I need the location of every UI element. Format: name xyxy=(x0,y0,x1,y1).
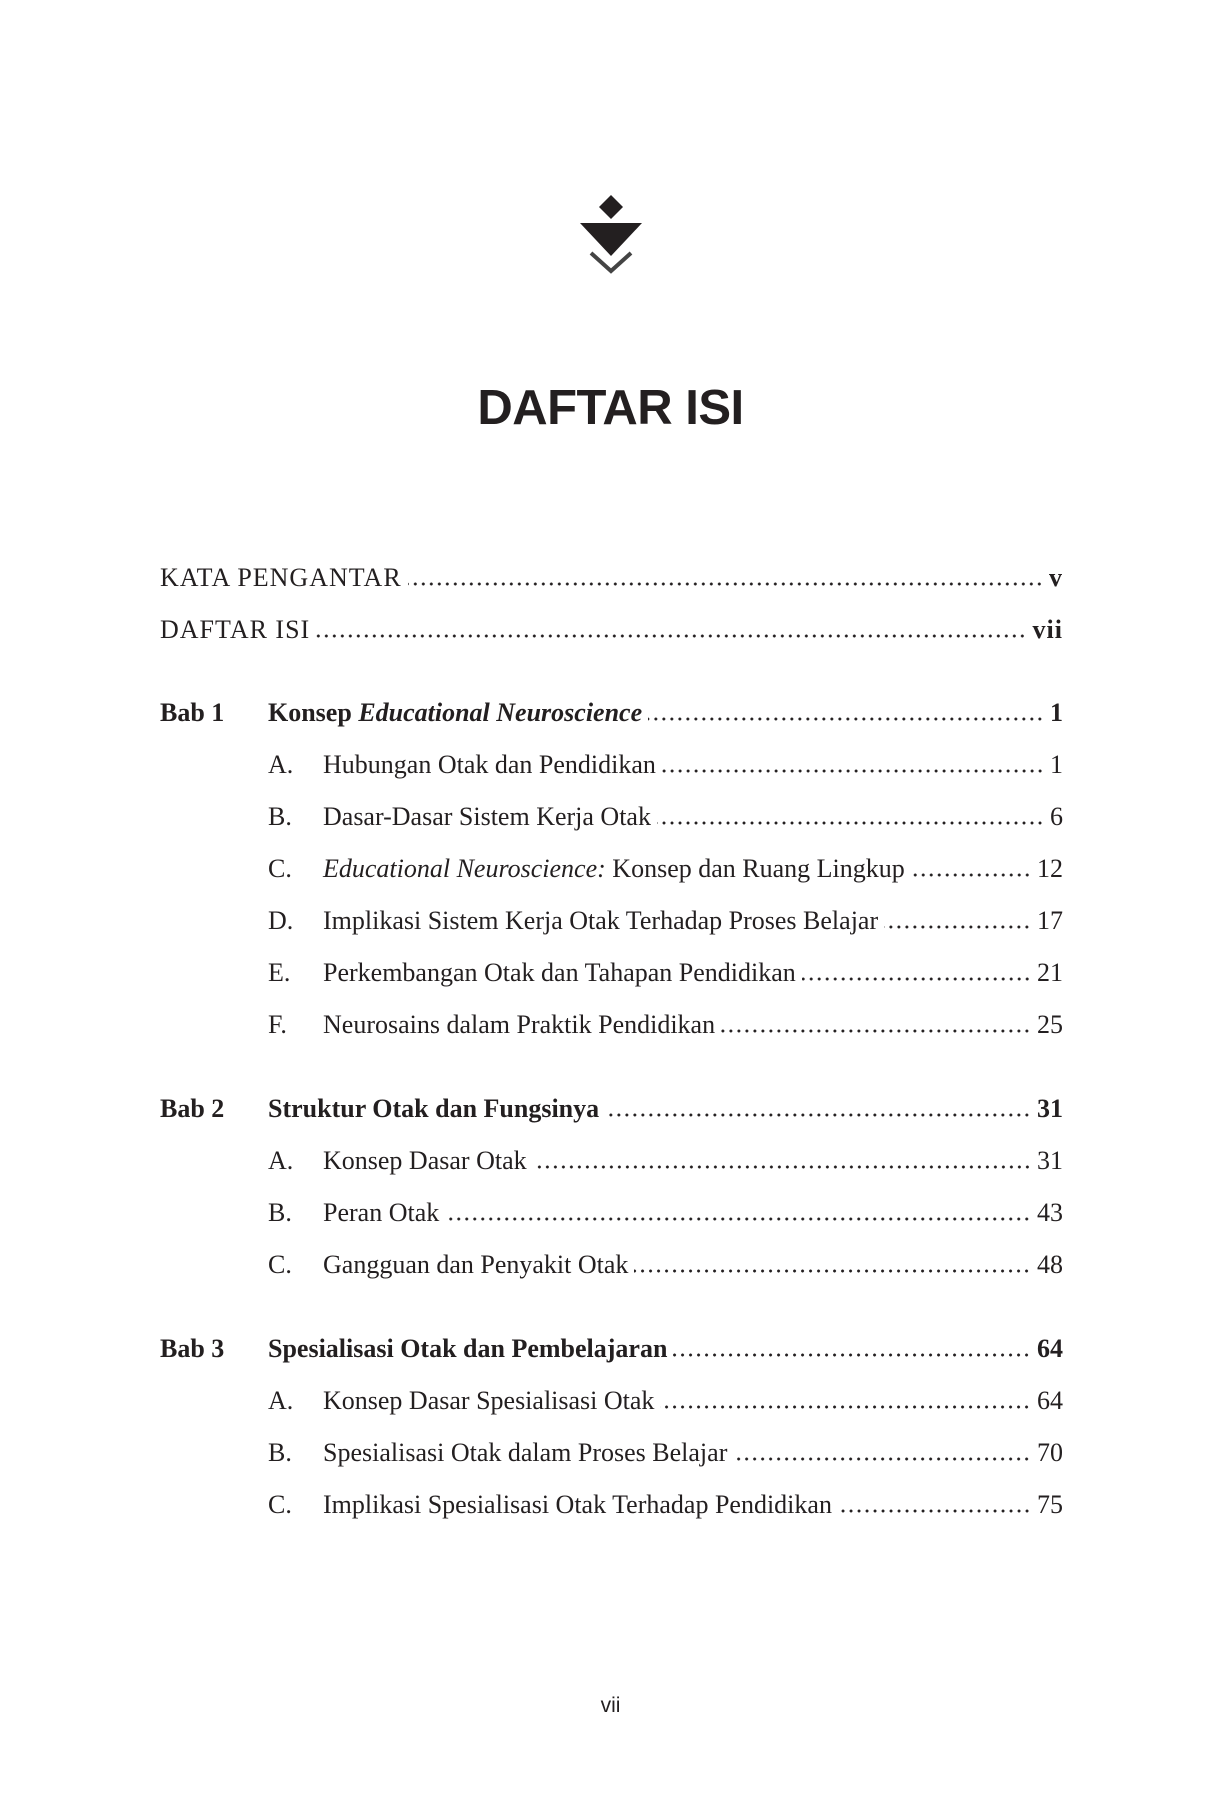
section-title: Dasar-Dasar Sistem Kerja Otak xyxy=(323,802,651,831)
section-title: Konsep Dasar Spesialisasi Otak xyxy=(323,1386,655,1415)
section-letter: B. xyxy=(268,1438,292,1467)
toc-chapter-2[interactable] xyxy=(160,1094,1063,1128)
chapter-page: 64 xyxy=(1037,1334,1063,1363)
section-letter: A. xyxy=(268,750,294,779)
dot-leader xyxy=(662,755,1044,773)
section-letter: B. xyxy=(268,802,292,831)
dot-leader xyxy=(721,1015,1031,1033)
dot-leader xyxy=(911,859,1031,877)
dot-leader xyxy=(660,1391,1031,1409)
section-title: Konsep Dasar Otak xyxy=(323,1146,527,1175)
section-title: Gangguan dan Penyakit Otak xyxy=(323,1250,629,1279)
dot-leader xyxy=(838,1495,1031,1513)
section-page: 43 xyxy=(1037,1198,1063,1227)
section-letter: F. xyxy=(268,1010,287,1039)
section-letter: C. xyxy=(268,1490,292,1519)
dot-leader xyxy=(316,620,1026,638)
section-title-italic: Educational Neuroscience: xyxy=(323,854,606,883)
section-page: 6 xyxy=(1050,802,1063,831)
toc-section[interactable] xyxy=(160,750,1063,784)
toc-section[interactable] xyxy=(160,1490,1063,1524)
section-letter: C. xyxy=(268,854,292,883)
toc-section[interactable] xyxy=(160,1010,1063,1044)
page-title: DAFTAR ISI xyxy=(477,381,744,435)
section-title: Perkembangan Otak dan Tahapan Pendidikan xyxy=(323,958,796,987)
chapter-number: Bab 2 xyxy=(160,1094,225,1123)
section-title: Neurosains dalam Praktik Pendidikan xyxy=(323,1010,716,1039)
section-title: Implikasi Sistem Kerja Otak Terhadap Proses Belajar xyxy=(323,906,879,935)
section-title xyxy=(323,854,905,884)
section-page: 75 xyxy=(1037,1490,1063,1519)
section-letter: B. xyxy=(268,1198,292,1227)
toc-entry-label: DAFTAR ISI xyxy=(160,615,311,644)
dot-leader xyxy=(648,703,1044,721)
diamond-icon xyxy=(599,195,623,219)
chapter-title: Struktur Otak dan Fungsinya xyxy=(268,1094,600,1123)
dot-leader xyxy=(733,1443,1031,1461)
chapter-title: Spesialisasi Otak dan Pembelajaran xyxy=(268,1334,668,1363)
chapter-page: 31 xyxy=(1037,1094,1063,1123)
toc-section[interactable] xyxy=(160,854,1063,888)
chapter-number: Bab 3 xyxy=(160,1334,225,1363)
section-page: 64 xyxy=(1037,1386,1063,1415)
dot-leader xyxy=(445,1203,1031,1221)
section-page: 1 xyxy=(1050,750,1063,779)
toc-entry-page: vii xyxy=(1032,615,1063,644)
dot-leader xyxy=(634,1255,1031,1273)
chapter-title xyxy=(268,698,642,728)
toc-section[interactable] xyxy=(160,1438,1063,1472)
section-page: 31 xyxy=(1037,1146,1063,1175)
section-page: 12 xyxy=(1037,854,1063,883)
toc-entry-kata-pengantar[interactable] xyxy=(160,563,1063,597)
chapter-page: 1 xyxy=(1050,698,1063,727)
section-title-plain: Konsep dan Ruang Lingkup xyxy=(605,854,905,883)
dot-leader xyxy=(802,963,1031,981)
toc-chapter-1[interactable] xyxy=(160,698,1063,732)
section-letter: C. xyxy=(268,1250,292,1279)
chapter-title-italic: Educational Neuroscience xyxy=(358,698,643,727)
toc-section[interactable] xyxy=(160,1198,1063,1232)
toc-entry-daftar-isi[interactable] xyxy=(160,615,1063,649)
section-letter: A. xyxy=(268,1146,294,1175)
section-letter: D. xyxy=(268,906,294,935)
dot-leader xyxy=(533,1151,1031,1169)
toc-section[interactable] xyxy=(160,906,1063,940)
section-page: 17 xyxy=(1037,906,1063,935)
toc-chapter-3[interactable] xyxy=(160,1334,1063,1368)
section-title: Spesialisasi Otak dalam Proses Belajar xyxy=(323,1438,728,1467)
toc-entry-label: KATA PENGANTAR xyxy=(160,563,402,592)
toc-section[interactable] xyxy=(160,1146,1063,1180)
section-page: 25 xyxy=(1037,1010,1063,1039)
section-title: Peran Otak xyxy=(323,1198,440,1227)
section-page: 21 xyxy=(1037,958,1063,987)
section-letter: A. xyxy=(268,1386,294,1415)
dot-leader xyxy=(673,1339,1031,1357)
section-letter: E. xyxy=(268,958,291,987)
section-page: 48 xyxy=(1037,1250,1063,1279)
page-number-footer: vii xyxy=(600,1694,621,1717)
dot-leader xyxy=(884,911,1031,929)
section-title: Hubungan Otak dan Pendidikan xyxy=(323,750,656,779)
toc-section[interactable] xyxy=(160,958,1063,992)
chapter-title-plain: Konsep xyxy=(268,698,359,727)
triangle-down-icon xyxy=(580,223,642,256)
dot-leader xyxy=(657,807,1044,825)
chapter-number: Bab 1 xyxy=(160,698,225,727)
dot-leader xyxy=(605,1099,1031,1117)
toc-section[interactable] xyxy=(160,802,1063,836)
toc-section[interactable] xyxy=(160,1250,1063,1284)
ornament-icon xyxy=(580,190,642,276)
section-page: 70 xyxy=(1037,1438,1063,1467)
section-title: Implikasi Spesialisasi Otak Terhadap Pendidikan xyxy=(323,1490,832,1519)
toc-entry-page: v xyxy=(1049,563,1063,592)
toc-section[interactable] xyxy=(160,1386,1063,1420)
dot-leader xyxy=(408,568,1043,586)
